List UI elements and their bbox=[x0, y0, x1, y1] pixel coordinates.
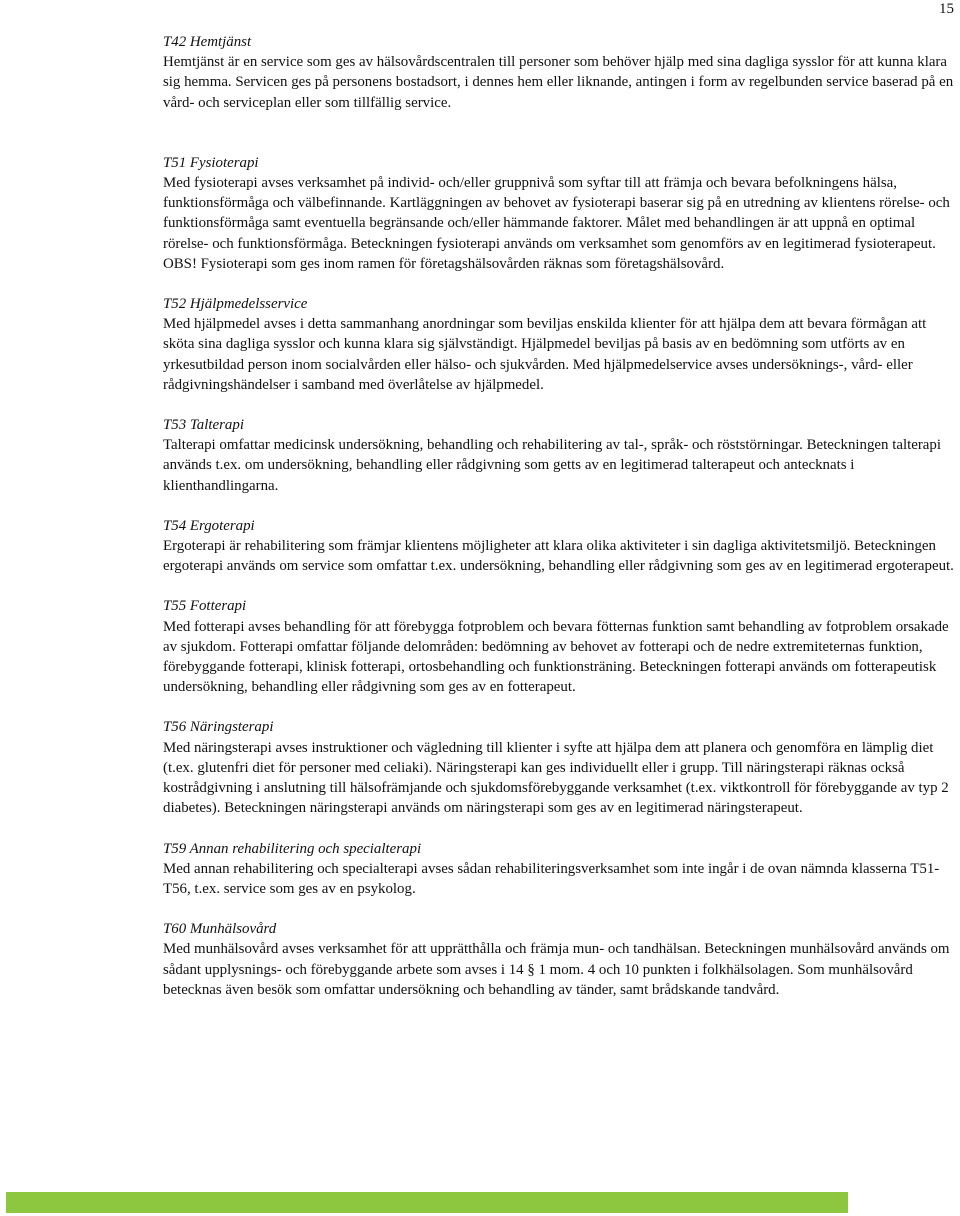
section-body: Talterapi omfattar medicinsk undersökning, behandling och rehabilitering av tal-, språk- och röststörningar. Beteckningen talterapi används t.ex. om undersökning, behandling eller rådgivning som getts av en legitimerad talterapeut och antecknats i klienthandlingarna. bbox=[163, 437, 941, 494]
section-t56 bbox=[163, 717, 955, 818]
section-t55 bbox=[163, 596, 955, 697]
section-body: Med fysioterapi avses verksamhet på individ- och/eller gruppnivå som syftar till att främja och bevara befolkningens hälsa, funktionsförmåga och välbefinnande. Kartläggningen av behovet av fysioterapi baserar sig på en utredning av klientens rörelse- och funktionsförmåga samt eventuella begränsande och/eller hämmande faktorer. Målet med behandlingen är att uppnå en optimal rörelse- och funktionsförmåga. Beteckningen fysioterapi används om verksamhet som genomförs av en legitimerad fysioterapeut. OBS! Fysioterapi som ges inom ramen för företagshälsovården räknas som företagshälsovård. bbox=[163, 175, 950, 272]
page-number: 15 bbox=[939, 1, 954, 17]
section-body: Ergoterapi är rehabilitering som främjar klientens möjligheter att klara olika aktiviteter i sin dagliga aktivitetsmiljö. Beteckningen ergoterapi används om service som omfattar t.ex. undersökning, behandling eller rådgivning som ges av en legitimerad ergoterapeut. bbox=[163, 538, 954, 575]
section-heading: T55 Fotterapi bbox=[163, 598, 247, 615]
section-heading: T51 Fysioterapi bbox=[163, 154, 259, 171]
section-heading: T53 Talterapi bbox=[163, 417, 244, 434]
section-body: Med fotterapi avses behandling för att förebygga fotproblem och bevara fötternas funktion samt behandling av fotproblem orsakade av sjukdom. Fotterapi omfattar följande delområden: bedömning av behovet av fotterapi och de nedre extremiteternas funktion, förebyggande fotterapi, klinisk fotterapi, ortosbehandling och funktionsträning. Beteckningen fotterapi används om fotterapeutisk undersökning, behandling eller rådgivning som ges av en fotterapeut. bbox=[163, 618, 949, 696]
section-t42 bbox=[163, 32, 955, 113]
section-body: Med näringsterapi avses instruktioner och vägledning till klienter i syfte att hjälpa dem att planera och genomföra en lämplig diet (t.ex. glutenfri diet för personer med celiaki). Näringsterapi kan ges individuellt eller i grupp. Till näringsterapi räknas också kostrådgivning i anslutning till hälsofrämjande och sjukdomsförebyggande verksamhet (t.ex. viktkontroll för förebyggande av typ 2 diabetes). Beteckningen näringsterapi används om näringsterapi som ges av en legitimerad näringsterapeut. bbox=[163, 739, 949, 817]
section-t52 bbox=[163, 294, 955, 395]
section-t54 bbox=[163, 516, 955, 577]
section-t53 bbox=[163, 415, 955, 496]
section-heading: T56 Näringsterapi bbox=[163, 719, 274, 736]
section-body: Med annan rehabilitering och specialterapi avses sådan rehabiliteringsverksamhet som inte ingår i de ovan nämnda klasserna T51-T56, t.ex. service som ges av en psykolog. bbox=[163, 860, 940, 897]
section-t60 bbox=[163, 919, 955, 1000]
section-heading: T59 Annan rehabilitering och specialterapi bbox=[163, 840, 422, 857]
section-t51 bbox=[163, 153, 955, 274]
section-heading: T60 Munhälsovård bbox=[163, 921, 277, 938]
footer-bar bbox=[6, 1192, 848, 1213]
section-heading: T52 Hjälpmedelsservice bbox=[163, 296, 308, 313]
section-body: Med hjälpmedel avses i detta sammanhang anordningar som beviljas enskilda klienter för att hjälpa dem att bevara förmågan att sköta sina dagliga sysslor och kunna klara sig självständigt. Hjälpmedel beviljas på basis av en bedömning som utförts av en yrkesutbildad person inom socialvården eller hälso- och sjukvården. Med hjälpmedelservice avses undersöknings-, vård- eller rådgivningshändelser i samband med överlåtelse av hjälpmedel. bbox=[163, 316, 927, 393]
section-t59 bbox=[163, 839, 955, 900]
section-body: Med munhälsovård avses verksamhet för att upprätthålla och främja mun- och tandhälsan. Beteckningen munhälsovård används om sådant upplysnings- och förebyggande arbete som avses i 14 § 1 mom. 4 och 10 punkten i folkhälsolagen. Som munhälsovård betecknas även besök som omfattar undersökning och behandling av tänder, samt brådskande tandvård. bbox=[163, 941, 950, 998]
section-heading: T54 Ergoterapi bbox=[163, 517, 255, 534]
section-body: Hemtjänst är en service som ges av hälsovårdscentralen till personer som behöver hjälp med sina dagliga sysslor för att kunna klara sig hemma. Servicen ges på personens bostadsort, i dennes hem eller liknande, antingen i form av regelbunden service baserad på en vård- och serviceplan eller som tillfällig service. bbox=[163, 54, 954, 111]
document-body bbox=[163, 32, 955, 1020]
section-heading: T42 Hemtjänst bbox=[163, 34, 252, 50]
spacer bbox=[163, 133, 955, 153]
